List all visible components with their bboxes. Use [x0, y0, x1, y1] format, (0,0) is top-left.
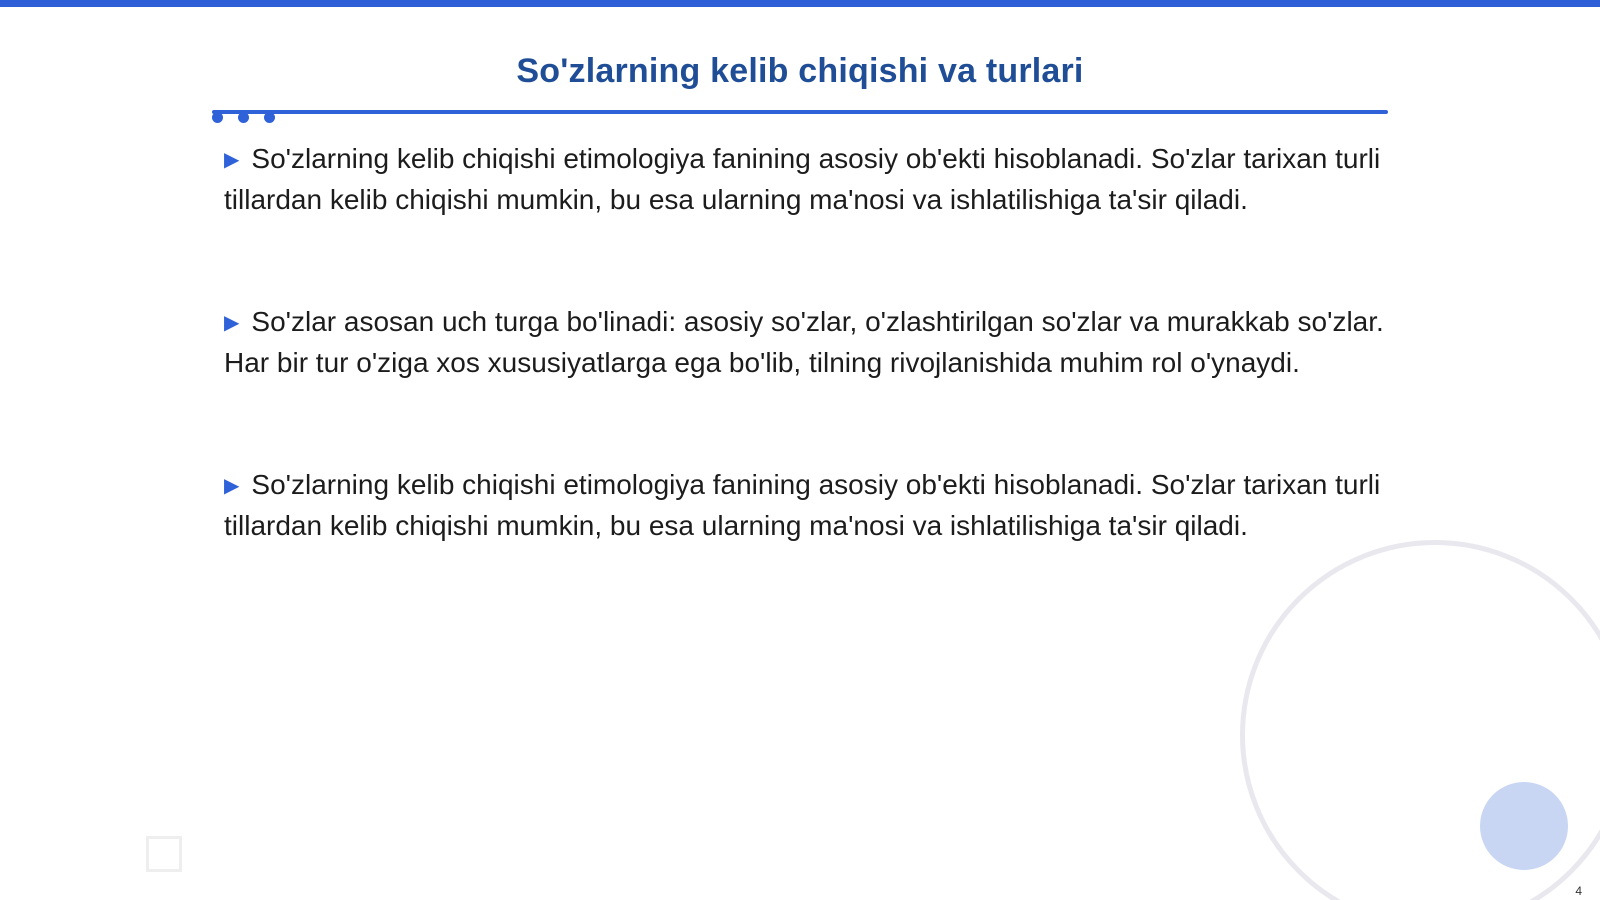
slide-title: So'zlarning kelib chiqishi va turlari	[516, 52, 1084, 90]
triangle-bullet-icon: ▶	[224, 149, 240, 171]
bullet-text: So'zlarning kelib chiqishi etimologiya fanining asosiy ob'ekti hisoblanadi. So'zlar tarixan turli tillardan kelib chiqishi mumkin, bu esa ularning ma'nosi va ishlatilishiga ta'sir qiladi.	[224, 143, 1381, 215]
top-accent-bar	[0, 0, 1600, 7]
bullet-text: So'zlar asosan uch turga bo'linadi: asosiy so'zlar, o'zlashtirilgan so'zlar va murakkab so'zlar. Har bir tur o'ziga xos xususiyatlarga ega bo'lib, tilning rivojlanishida muhim rol o'ynaydi.	[224, 306, 1384, 378]
rule-dot	[212, 112, 223, 123]
decorative-square	[146, 836, 182, 872]
bullet-list	[224, 139, 1384, 546]
rule-dot	[264, 112, 275, 123]
bullet-item	[224, 302, 1384, 383]
bullet-item	[224, 139, 1384, 220]
triangle-bullet-icon: ▶	[224, 312, 240, 334]
triangle-bullet-icon: ▶	[224, 475, 240, 497]
rule-dot	[238, 112, 249, 123]
page-number: 4	[1575, 884, 1582, 898]
bullet-item	[224, 465, 1384, 546]
bullet-text: So'zlarning kelib chiqishi etimologiya fanining asosiy ob'ekti hisoblanadi. So'zlar tarixan turli tillardan kelib chiqishi mumkin, bu esa ularning ma'nosi va ishlatilishiga ta'sir qiladi.	[224, 469, 1381, 541]
title-underline	[212, 110, 1388, 114]
decorative-circle	[1480, 782, 1568, 870]
